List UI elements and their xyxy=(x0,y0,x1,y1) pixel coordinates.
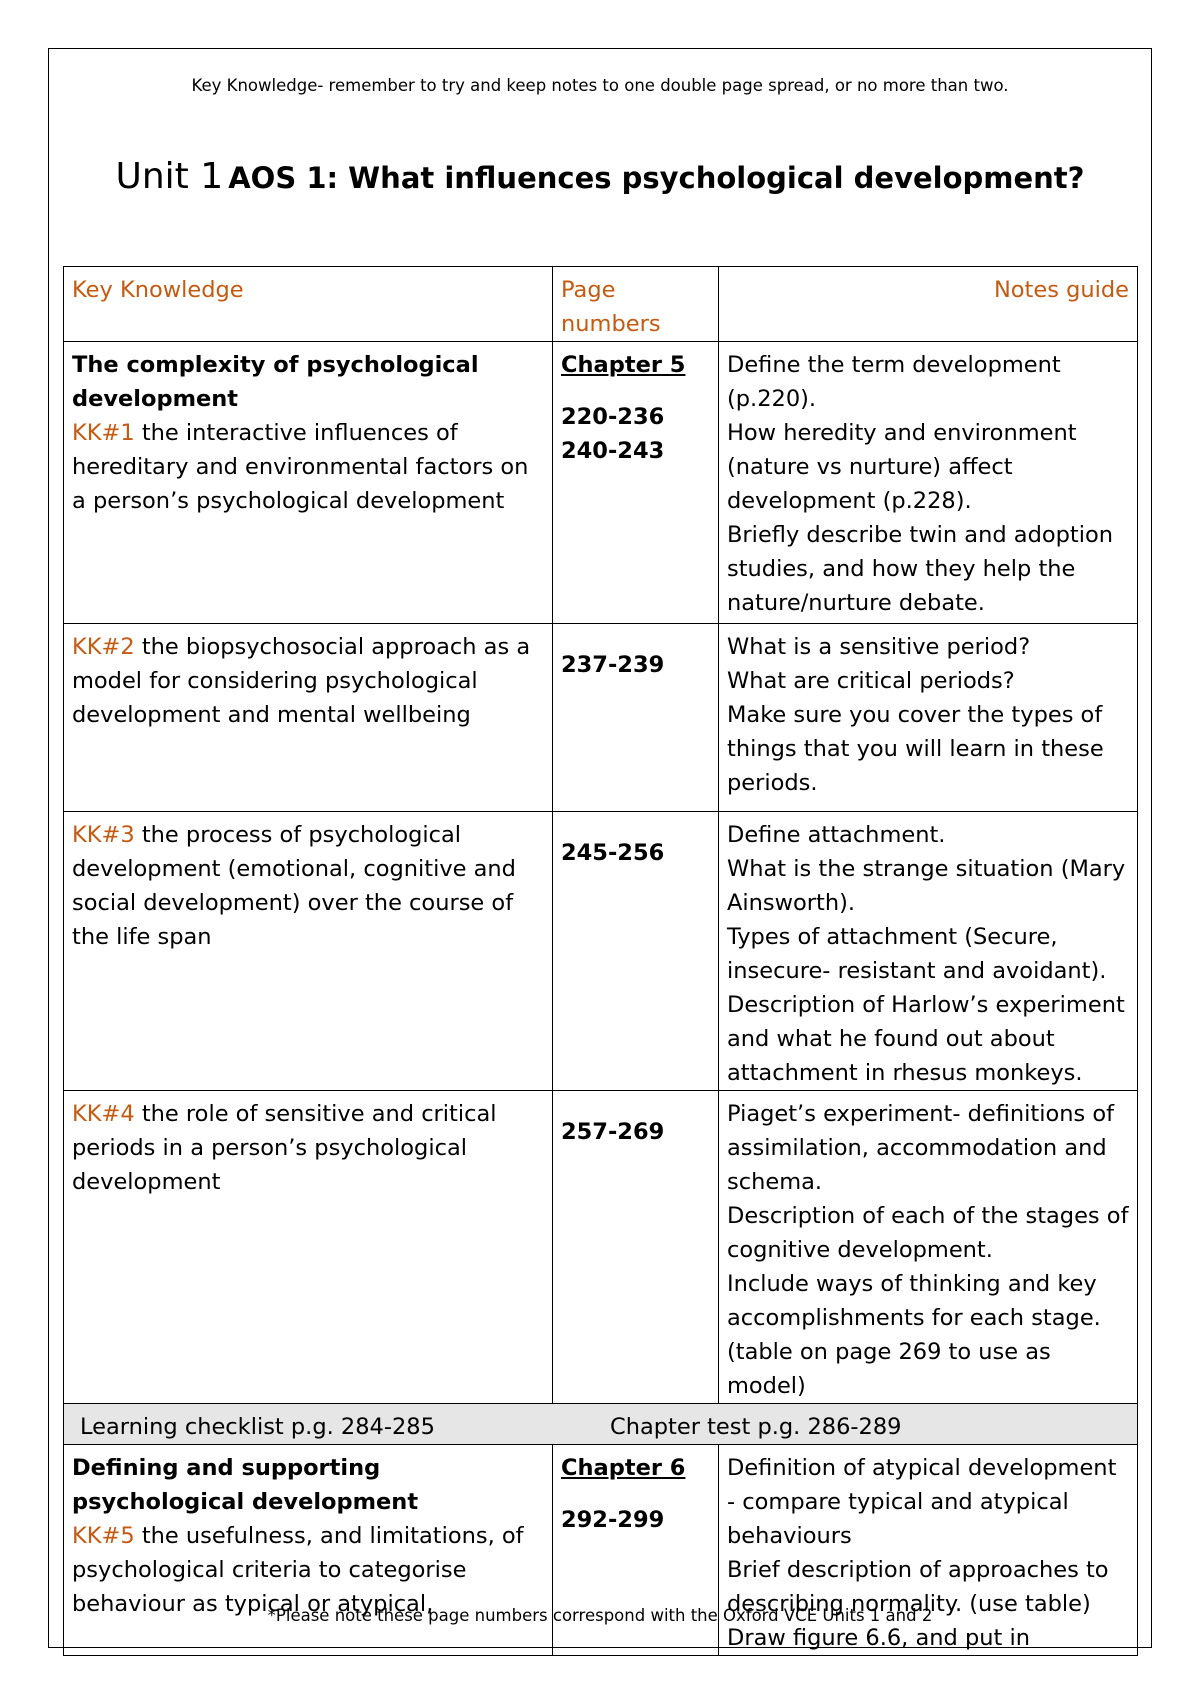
checklist-cell xyxy=(64,1404,1138,1445)
learning-checklist: Learning checklist p.g. 284-285 xyxy=(80,1414,435,1440)
page-range: 257-269 xyxy=(561,1119,665,1145)
note-item: Piaget’s experiment- definitions of assimilation, accommodation and schema. xyxy=(727,1101,1115,1195)
footer-note: *Please note these page numbers correspond with the Oxford VCE Units 1 and 2 xyxy=(267,1606,933,1625)
kk-cell xyxy=(64,812,553,1091)
kk-cell xyxy=(64,624,553,812)
kk-cell xyxy=(64,342,553,624)
note-item: Brief description of approaches to describing normality. (use table) xyxy=(727,1557,1109,1617)
note-item: How heredity and environment (nature vs nurture) affect development (p.228). xyxy=(727,420,1077,514)
kk-cell xyxy=(64,1091,553,1404)
kk-label: KK#3 xyxy=(72,822,135,848)
kk-text: the role of sensitive and critical periods in a person’s psychological development xyxy=(72,1101,497,1195)
note-item: Draw figure 6.6, and put in xyxy=(727,1625,1030,1651)
pages-cell xyxy=(553,812,719,1091)
header-notes-guide: Notes guide xyxy=(719,267,1138,342)
page-range: 292-299 xyxy=(561,1507,665,1533)
pages-cell xyxy=(553,624,719,812)
key-knowledge-table xyxy=(63,266,1138,1656)
table-row xyxy=(64,624,1138,812)
kk-text: the usefulness, and limitations, of psychological criteria to categorise behaviour as typical or atypical, xyxy=(72,1523,524,1617)
kk-text: the interactive influences of hereditary and environmental factors on a person’s psychological development xyxy=(72,420,529,514)
note-item: Briefly describe twin and adoption studies, and how they help the nature/nurture debate. xyxy=(727,522,1114,616)
chapter-label: Chapter 6 xyxy=(561,1455,686,1481)
kk-description xyxy=(72,630,544,732)
pages-cell xyxy=(553,342,719,624)
table-row xyxy=(64,1091,1138,1404)
page-range: 240-243 xyxy=(561,438,665,464)
note-item: What is a sensitive period? xyxy=(727,634,1031,660)
notes-cell xyxy=(719,812,1138,1091)
table-row xyxy=(64,342,1138,624)
kk-label: KK#5 xyxy=(72,1523,135,1549)
note-item: Define the term development (p.220). xyxy=(727,352,1061,412)
note-item: What are critical periods? xyxy=(727,668,1015,694)
page-range: 237-239 xyxy=(561,652,665,678)
kk-description xyxy=(72,818,544,954)
note-item: Include ways of thinking and key accomplishments for each stage. xyxy=(727,1271,1101,1331)
note-item: Make sure you cover the types of things that you will learn in these periods. xyxy=(727,702,1104,796)
header-note: Key Knowledge- remember to try and keep notes to one double page spread, or no more than two. xyxy=(191,76,1009,95)
note-item: What is the strange situation (Mary Ainsworth). xyxy=(727,856,1126,916)
page-title xyxy=(0,150,1200,210)
kk-label: KK#2 xyxy=(72,634,135,660)
title-unit: Unit 1 xyxy=(115,156,224,197)
note-item: Types of attachment (Secure, insecure- resistant and avoidant). xyxy=(727,924,1107,984)
page-range: 220-236 xyxy=(561,404,665,430)
notes-cell xyxy=(719,1091,1138,1404)
kk-label: KK#1 xyxy=(72,420,135,446)
chapter-test: Chapter test p.g. 286-289 xyxy=(610,1414,902,1440)
note-item: Description of each of the stages of cognitive development. xyxy=(727,1203,1129,1263)
note-item: Define attachment. xyxy=(727,822,946,848)
section-heading: The complexity of psychological development xyxy=(72,352,479,412)
notes-cell xyxy=(719,624,1138,812)
note-item: Description of Harlow’s experiment and what he found out about attachment in rhesus monkeys. xyxy=(727,992,1125,1086)
note-item: (table on page 269 to use as model) xyxy=(727,1339,1051,1399)
table-header-row xyxy=(64,267,1138,342)
chapter-label: Chapter 5 xyxy=(561,352,686,378)
pages-cell xyxy=(553,1091,719,1404)
checklist-row xyxy=(64,1404,1138,1445)
header-page-numbers: Page numbers xyxy=(553,267,719,342)
notes-cell xyxy=(719,342,1138,624)
page-range: 245-256 xyxy=(561,840,665,866)
kk-description xyxy=(72,1097,544,1199)
section-heading: Defining and supporting psychological development xyxy=(72,1455,419,1515)
kk-text: the process of psychological development (emotional, cognitive and social development) over the course of the life span xyxy=(72,822,516,950)
kk-text: the biopsychosocial approach as a model for considering psychological development and mental wellbeing xyxy=(72,634,531,728)
note-item: Definition of atypical development - compare typical and atypical behaviours xyxy=(727,1455,1117,1549)
title-aos: AOS 1: What influences psychological development? xyxy=(228,161,1085,195)
kk-description xyxy=(72,416,544,518)
table-row xyxy=(64,812,1138,1091)
header-key-knowledge: Key Knowledge xyxy=(64,267,553,342)
kk-label: KK#4 xyxy=(72,1101,135,1127)
